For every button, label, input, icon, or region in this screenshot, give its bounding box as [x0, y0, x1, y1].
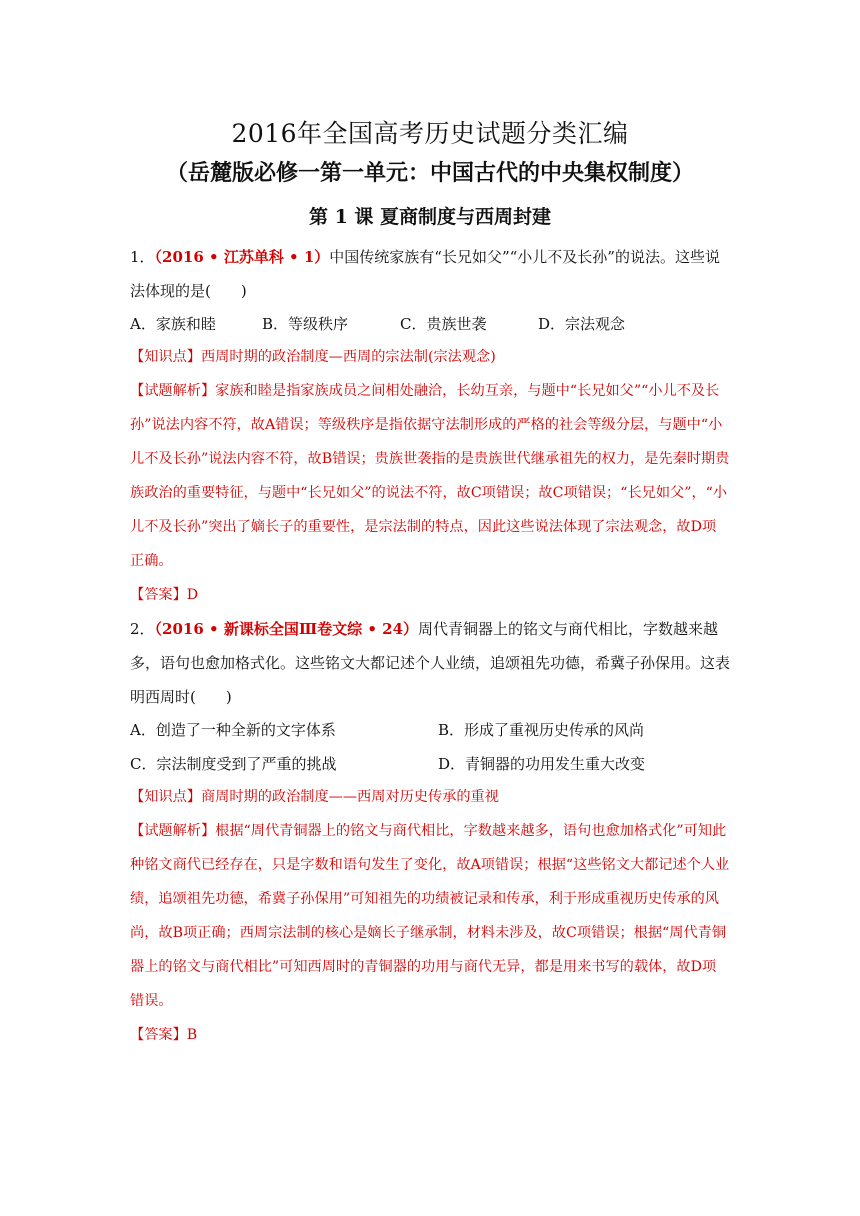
- q1-option-d: D．宗法观念: [538, 315, 626, 333]
- q1-option-c: C．贵族世袭: [400, 315, 487, 333]
- analysis-text: 根据“周代青铜器上的铭文与商代相比，字数越来越多，语句也愈加格式化”可知此种铭文商代已经存在，只是字数和语句发生了变化，故A项错误；根据“这些铭文大都记述个人业绩，追颂祖先功德，希冀子孙保用”可知祖先的功绩被记录和传承，利于形成重视历史传承的风尚，故B项正确；西周宗法制的核心是嫡长子继承制，材料未涉及，故C项错误；根据“周代青铜器上的铭文与商代相比”可知西周时的青铜器的功用与商代无异，都是用来书写的载体，故D项错误。: [130, 823, 730, 1009]
- knowledge-text: 商周时期的政治制度——西周对历史传承的重视: [200, 789, 499, 805]
- answer-value: D: [186, 587, 199, 603]
- q1-analysis: [130, 374, 730, 578]
- analysis-text: 家族和睦是指家族成员之间相处融洽，长幼互亲，与题中“长兄如父”“小儿不及长孙”说法内容不符，故A错误；等级秩序是指依据守法制形成的严格的社会等级分层，与题中“小儿不及长孙”说法内容不符，故B错误；贵族世袭指的是贵族世代继承祖先的权力，是先秦时期贵族政治的重要特征，与题中“长兄如父”的说法不符，故C项错误；故C项错误；“长兄如父”，“小儿不及长孙”突出了嫡长子的重要性，是宗法制的特点，因此这些说法体现了宗法观念，故D项正确。: [130, 383, 730, 569]
- question-source: （2016 • 新课标全国Ⅲ卷文综 • 24）: [154, 620, 419, 638]
- q2-option-c: C．宗法制度受到了严重的挑战: [130, 755, 337, 773]
- q1-answer: [130, 578, 730, 612]
- q1-option-b: B．等级秩序: [262, 315, 349, 333]
- document-subtitle: （岳麓版必修一第一单元：中国古代的中央集权制度）: [165, 160, 694, 186]
- answer-label: 【答案】: [130, 587, 187, 603]
- answer-value: B: [186, 1027, 198, 1043]
- knowledge-label: 【知识点】: [130, 349, 201, 365]
- q1-option-a: A．家族和睦: [130, 315, 216, 333]
- lesson-heading: 第 1 课 夏商制度与西周封建: [308, 206, 552, 228]
- q2-analysis: [130, 814, 730, 1018]
- question-1-stem: [130, 240, 730, 308]
- question-text: 中国传统家族有“长兄如父”“小儿不及长孙”的说法。这些说法体现的是( ): [130, 248, 720, 300]
- analysis-label: 【试题解析】: [130, 823, 216, 839]
- knowledge-label: 【知识点】: [130, 789, 201, 805]
- q1-knowledge-point: [130, 340, 730, 374]
- q2-knowledge-point: [130, 780, 730, 814]
- question-number: 2．: [130, 620, 155, 638]
- question-2-stem: [130, 612, 730, 714]
- q2-option-b: B．形成了重视历史传承的风尚: [438, 721, 645, 739]
- q2-option-a: A．创造了一种全新的文字体系: [130, 721, 336, 739]
- question-text: 周代青铜器上的铭文与商代相比，字数越来越多，语句也愈加格式化。这些铭文大都记述个人业绩，追颂祖先功德，希冀子孙保用。这表明西周时( ): [130, 620, 731, 706]
- answer-label: 【答案】: [130, 1027, 187, 1043]
- question-source: （2016 • 江苏单科 • 1）: [154, 248, 330, 266]
- analysis-label: 【试题解析】: [130, 383, 216, 399]
- document-title: 2016年全国高考历史试题分类汇编: [231, 119, 629, 148]
- q2-option-d: D．青铜器的功用发生重大改变: [438, 755, 646, 773]
- knowledge-text: 西周时期的政治制度—西周的宗法制(宗法观念): [200, 349, 496, 365]
- question-number: 1．: [130, 248, 155, 266]
- q2-answer: [130, 1018, 730, 1052]
